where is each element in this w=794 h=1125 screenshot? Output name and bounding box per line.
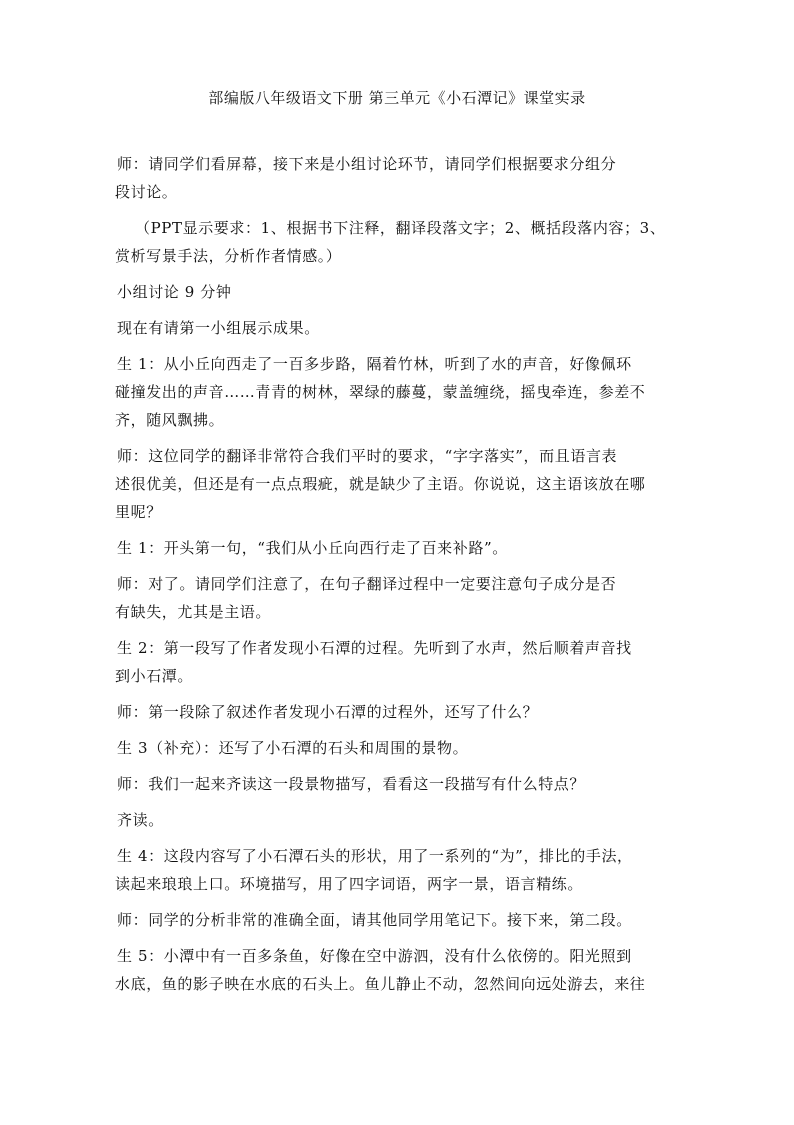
document-body: [115, 150, 695, 1006]
text-line: 生 1：开头第一句，“我们从小丘向西行走了百来补路”。: [117, 539, 508, 557]
paragraph: [115, 842, 695, 898]
text-line: 生 1：从小丘向西走了一百多步路，隔着竹林，听到了水的声音，好像佩环: [117, 355, 632, 373]
paragraph: [115, 806, 695, 834]
text-line: 小组讨论 9 分钟: [117, 283, 232, 301]
paragraph: [115, 698, 695, 726]
text-line: 师：这位同学的翻译非常符合我们平时的要求，“字字落实”，而且语言表: [117, 447, 618, 465]
paragraph: [115, 734, 695, 762]
text-line: 师：对了。请同学们注意了，在句子翻译过程中一定要注意句子成分是否: [117, 575, 617, 593]
paragraph: [115, 214, 695, 270]
text-line: 有缺失，尤其是主语。: [115, 603, 272, 621]
paragraph: [115, 534, 695, 562]
text-line: 齐读。: [117, 811, 164, 829]
text-line: 生 5：小潭中有一百多条鱼，好像在空中游泗，没有什么依傍的。阳光照到: [117, 947, 632, 965]
text-line: 里呢？: [115, 503, 162, 521]
text-line: 齐，随风飘拂。: [115, 411, 225, 429]
paragraph: [115, 350, 695, 434]
text-line: （PPT显示要求：1、根据书下注释，翻译段落文字；2、概括段落内容；3、: [135, 219, 666, 237]
paragraph: [115, 442, 695, 526]
text-line: 段讨论。: [115, 183, 178, 201]
paragraph: [115, 150, 695, 206]
text-line: 师：第一段除了叙述作者发现小石潭的过程外，还写了什么？: [117, 703, 539, 721]
paragraph: [115, 634, 695, 690]
text-line: 现在有请第一小组展示成果。: [117, 319, 320, 337]
text-line: 述很优美，但还是有一点点瑕疵，就是缺少了主语。你说说，这主语该放在哪: [115, 475, 646, 493]
text-line: 读起来琅琅上口。环境描写，用了四字词语，两字一景，语言精练。: [115, 875, 584, 893]
text-line: 碰撞发出的声音……青青的树林，翠绿的藤蔓，蒙盖缠绕，摇曳牵连，参差不: [115, 383, 646, 401]
paragraph: [115, 906, 695, 934]
text-line: 到小石潭。: [115, 667, 194, 685]
document-title: 部编版八年级语文下册 第三单元《小石潭记》课堂实录: [208, 89, 586, 107]
text-line: 水底，鱼的影子映在水底的石头上。鱼儿静止不动，忽然间向远处游去，来往: [115, 975, 646, 993]
text-line: 师：同学的分析非常的准确全面，请其他同学用笔记下。接下来，第二段。: [117, 911, 632, 929]
paragraph: [115, 570, 695, 626]
paragraph: [115, 770, 695, 798]
paragraph: [115, 942, 695, 998]
paragraph: [115, 314, 695, 342]
text-line: 生 2：第一段写了作者发现小石潭的过程。先听到了水声，然后顺着声音找: [117, 639, 632, 657]
text-line: 师：请同学们看屏幕，接下来是小组讨论环节，请同学们根据要求分组分: [117, 155, 617, 173]
paragraph: [115, 278, 695, 306]
text-line: 师：我们一起来齐读这一段景物描写，看看这一段描写有什么特点？: [117, 775, 586, 793]
text-line: 生 4：这段内容写了小石潭石头的形状，用了一系列的“为”，排比的手法，: [117, 847, 633, 865]
text-line: 生 3（补充）：还写了小石潭的石头和周围的景物。: [117, 739, 469, 757]
text-line: 赏析写景手法，分析作者情感。）: [115, 247, 342, 265]
